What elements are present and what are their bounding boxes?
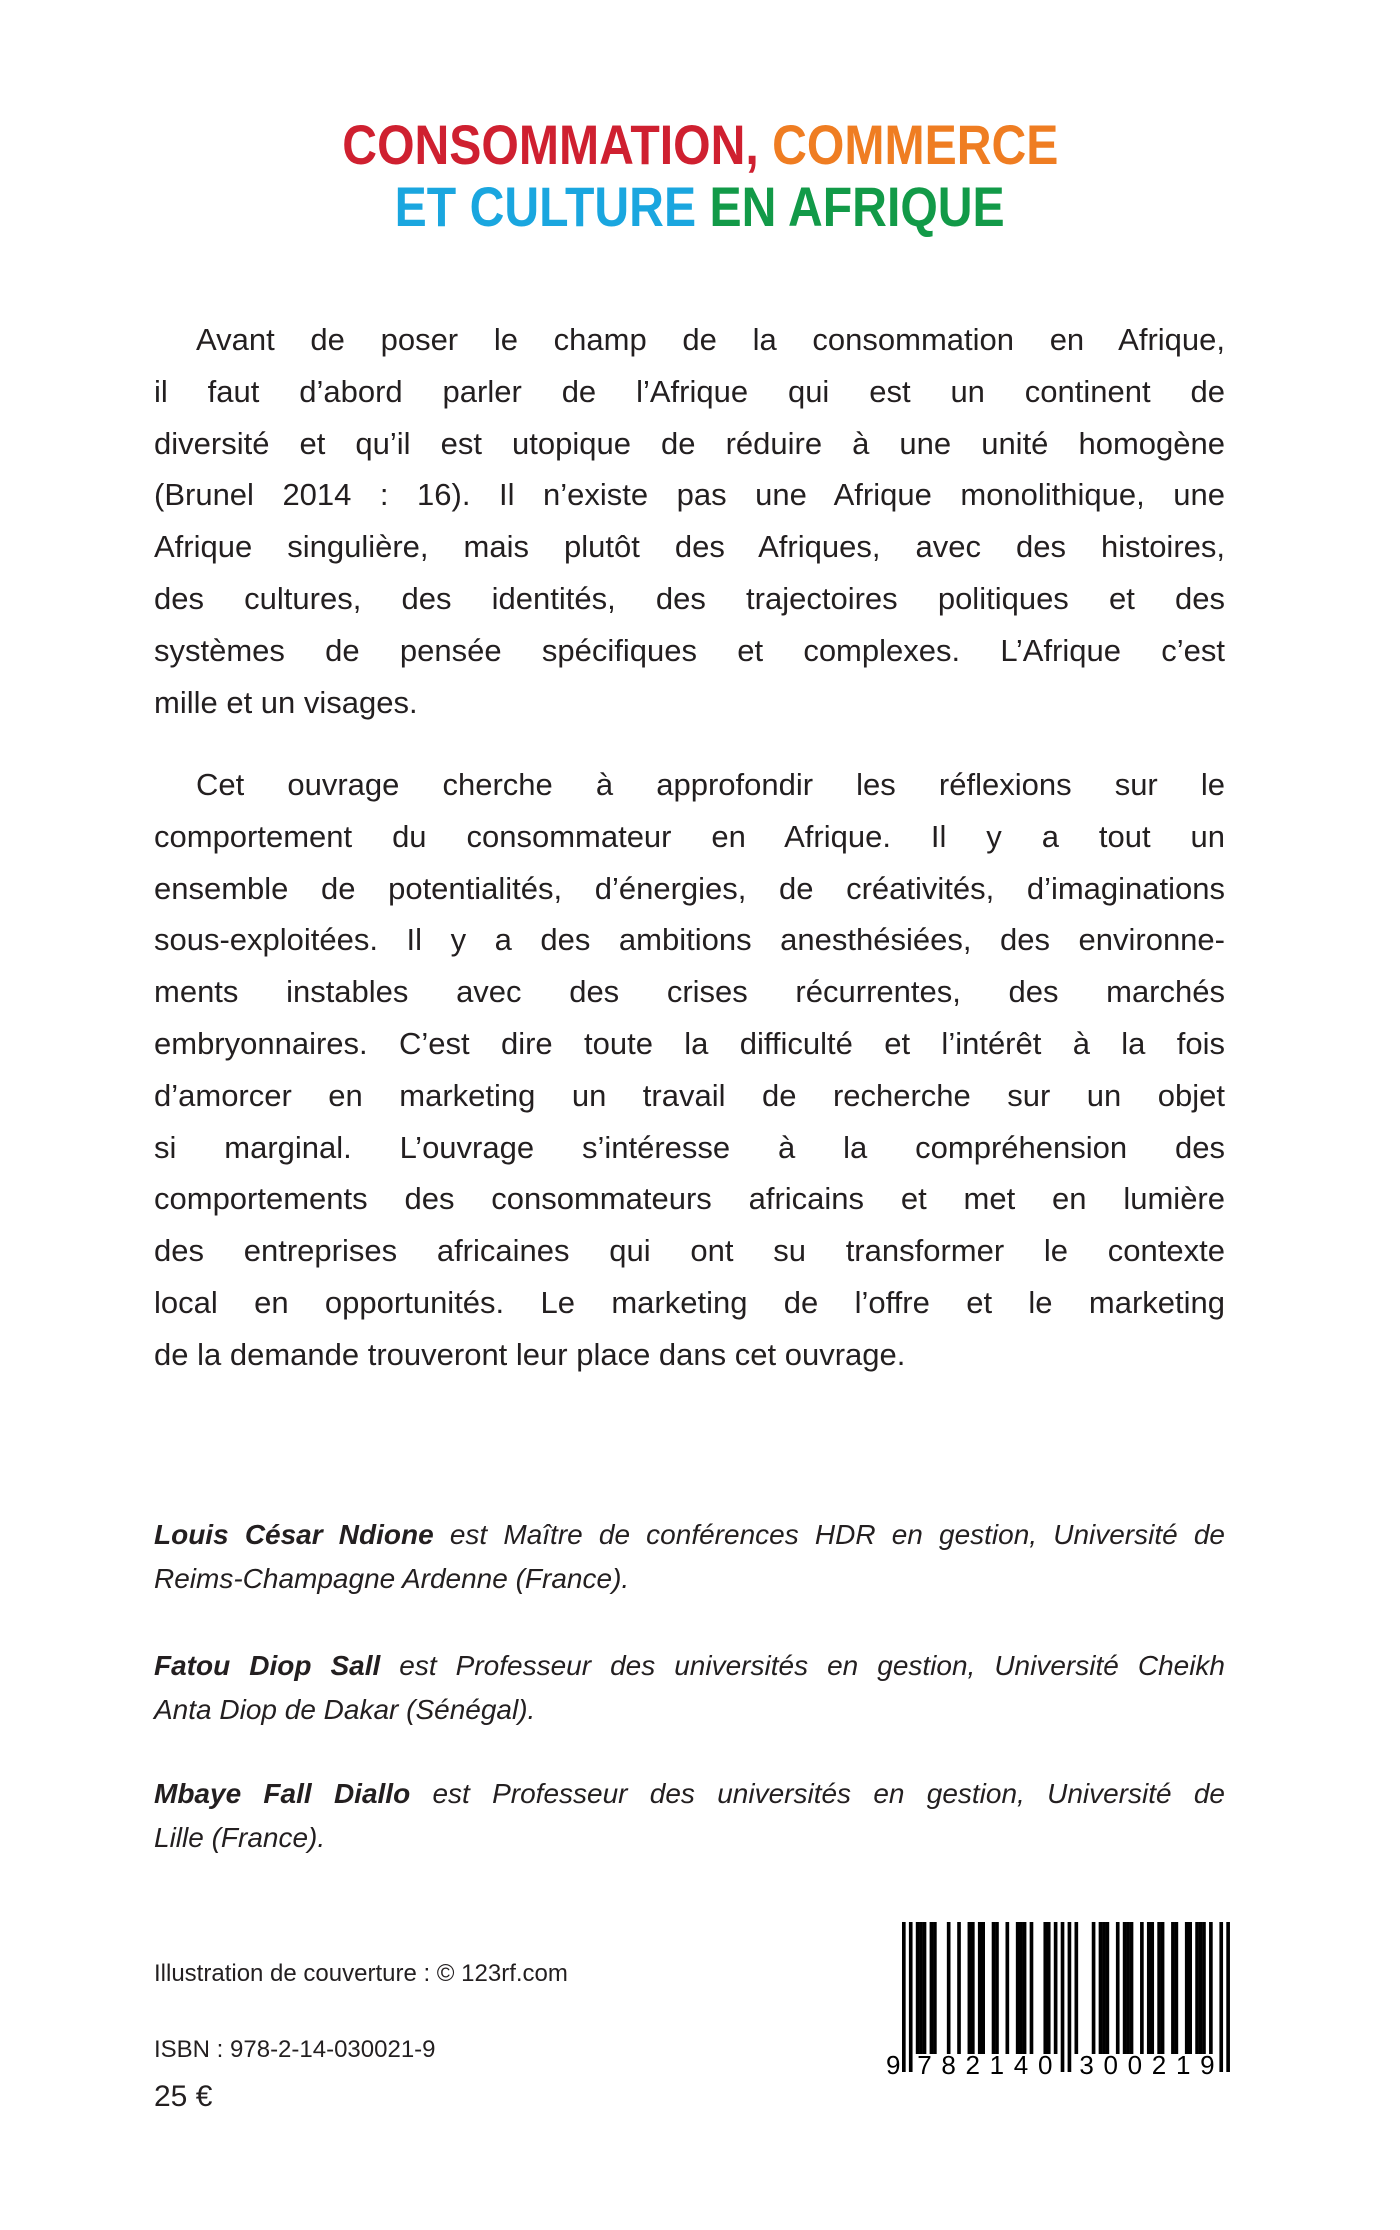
barcode-bar (1068, 1922, 1072, 2072)
barcode-bar (1195, 1922, 1199, 2054)
author-bio-text: Reims-Champagne Ardenne (France). (154, 1563, 630, 1594)
barcode-bar (1019, 1922, 1023, 2054)
barcode-bar (1161, 1922, 1165, 2054)
barcode-bar (933, 1922, 937, 2054)
barcode-bar (1130, 1922, 1134, 2054)
barcode-digit: 0 (1037, 2050, 1053, 2078)
barcode-bar (992, 1922, 996, 2054)
barcode-bar (1023, 1922, 1027, 2054)
barcode-bar (981, 1922, 985, 2054)
author-name: Mbaye Fall Diallo (154, 1778, 411, 1809)
barcode-bar (1099, 1922, 1103, 2054)
paragraph-line: ensemble de potentialités, d’énergies, de créativités, d’imaginations (154, 870, 1225, 906)
barcode-bar (1075, 1922, 1079, 2054)
barcode-digit: 3 (1079, 2050, 1094, 2078)
barcode-bar (1054, 1922, 1058, 2054)
barcode-bar (930, 1922, 934, 2054)
author-bio-text: Lille (France). (154, 1822, 326, 1853)
book-title-line-1 (0, 112, 1400, 178)
barcode-bar (1126, 1922, 1130, 2054)
barcode-bar (1219, 1922, 1223, 2072)
author-bio-text: est Professeur des universités en gestion, Université Cheikh (380, 1650, 1226, 1681)
barcode-digit: 1 (989, 2050, 1005, 2078)
barcode-digit: 0 (1103, 2050, 1118, 2078)
barcode-bar (1199, 1922, 1203, 2054)
barcode-bar (971, 1922, 975, 2054)
barcode-bar (909, 1922, 913, 2072)
barcode-bar (1150, 1922, 1154, 2054)
author-bio-text: est Professeur des universités en gestion, Université de (410, 1778, 1226, 1809)
barcode-bar (957, 1922, 961, 2054)
summary-paragraph-2 (154, 759, 1225, 1381)
paragraph-line: sous-exploitées. Il y a des ambitions anesthésiées, des environne- (154, 922, 1225, 958)
barcode-digit: 1 (1175, 2050, 1191, 2078)
barcode-bar (1102, 1922, 1106, 2054)
author-bio-3 (154, 1772, 1225, 1860)
barcode-bar (1188, 1922, 1192, 2054)
paragraph-line: de la demande trouveront leur place dans cet ouvrage. (154, 1336, 906, 1372)
barcode-bar (1043, 1922, 1047, 2054)
paragraph-line: diversité et qu’il est utopique de réduire à une unité homogène (154, 425, 1225, 461)
barcode-bar (947, 1922, 951, 2054)
barcode-bar (995, 1922, 999, 2054)
paragraph-line: mille et un visages. (154, 684, 418, 720)
barcode-bar (1006, 1922, 1010, 2054)
book-title-line-2 (0, 174, 1400, 240)
paragraph-line: si marginal. L’ouvrage s’intéresse à la compréhension des (154, 1129, 1225, 1165)
barcode-digit: 9 (1200, 2050, 1215, 2078)
barcode-digit: 0 (1127, 2050, 1143, 2078)
paragraph-line: des entreprises africaines qui ont su transformer le contexte (154, 1233, 1225, 1269)
paragraph-line: il faut d’abord parler de l’Afrique qui est un continent de (154, 373, 1225, 409)
barcode-bar (1209, 1922, 1213, 2054)
barcode-digit: 8 (941, 2050, 956, 2078)
barcode-bar (1047, 1922, 1051, 2054)
barcode-digit: 2 (965, 2050, 980, 2078)
barcode-bar (1175, 1922, 1179, 2054)
barcode-bar (902, 1922, 906, 2072)
paragraph-line: comportements des consommateurs africains et met en lumière (154, 1181, 1225, 1217)
barcode-digit: 4 (1013, 2050, 1029, 2078)
barcode-bar (978, 1922, 982, 2054)
author-name: Fatou Diop Sall (154, 1650, 381, 1681)
author-bio-text: est Maître de conférences HDR en gestion, Université de (433, 1519, 1226, 1550)
author-bio-2 (154, 1644, 1225, 1732)
barcode-bar (1147, 1922, 1151, 2054)
barcode-bar (1202, 1922, 1206, 2054)
paragraph-line: Afrique singulière, mais plutôt des Afriques, avec des histoires, (154, 529, 1225, 565)
ean13-barcode (880, 1918, 1230, 2078)
barcode-digit: 7 (917, 2050, 932, 2078)
paragraph-line: systèmes de pensée spécifiques et complexes. L’Afrique c’est (154, 632, 1225, 668)
barcode-bar (1106, 1922, 1110, 2054)
barcode-bar (968, 1922, 972, 2054)
title-word-commerce: COMMERCE (771, 113, 1059, 176)
paragraph-line: Cet ouvrage cherche à approfondir les réflexions sur le (196, 767, 1225, 802)
price: 25 € (154, 2080, 213, 2113)
barcode-bar (1030, 1922, 1034, 2054)
paragraph-line: local en opportunités. Le marketing de l’offre et le marketing (154, 1284, 1225, 1320)
title-word-en-afrique: EN AFRIQUE (709, 175, 1006, 238)
paragraph-line: Avant de poser le champ de la consommation en Afrique, (196, 322, 1225, 357)
barcode-digit: 2 (1151, 2050, 1167, 2078)
barcode-bar (919, 1922, 923, 2054)
paragraph-line: (Brunel 2014 : 16). Il n’existe pas une Afrique monolithique, une (154, 477, 1225, 513)
barcode-bar (1016, 1922, 1020, 2054)
barcode-bar (916, 1922, 920, 2054)
summary-paragraph-1 (154, 314, 1225, 728)
author-bio-text: Anta Diop de Dakar (Sénégal). (154, 1694, 536, 1725)
barcode-bar (1123, 1922, 1127, 2054)
barcode-bar (1171, 1922, 1175, 2054)
author-bio-1 (154, 1513, 1225, 1601)
paragraph-line: des cultures, des identités, des trajectoires politiques et des (154, 580, 1225, 616)
paragraph-line: comportement du consommateur en Afrique. Il y a tout un (154, 818, 1225, 854)
barcode-bar (923, 1922, 927, 2054)
barcode-bar (1157, 1922, 1161, 2054)
cover-illustration-credit: Illustration de couverture : © 123rf.com (154, 1960, 568, 1987)
barcode-bar (1140, 1922, 1144, 2054)
title-word-et-culture: ET CULTURE (394, 175, 697, 238)
isbn: ISBN : 978-2-14-030021-9 (154, 2036, 436, 2063)
paragraph-line: d’amorcer en marketing un travail de recherche sur un objet (154, 1077, 1225, 1113)
paragraph-line: ments instables avec des crises récurrentes, des marchés (154, 974, 1225, 1010)
barcode-bar (1092, 1922, 1096, 2054)
author-name: Louis César Ndione (154, 1519, 434, 1550)
barcode-bar (1185, 1922, 1189, 2054)
title-word-consommation: CONSOMMATION, (341, 113, 759, 176)
barcode-bar (1116, 1922, 1120, 2054)
barcode-digit: 9 (886, 2050, 901, 2078)
barcode-bar (1061, 1922, 1065, 2072)
paragraph-line: embryonnaires. C’est dire toute la difficulté et l’intérêt à la fois (154, 1025, 1225, 1061)
barcode-bar (1226, 1922, 1230, 2072)
